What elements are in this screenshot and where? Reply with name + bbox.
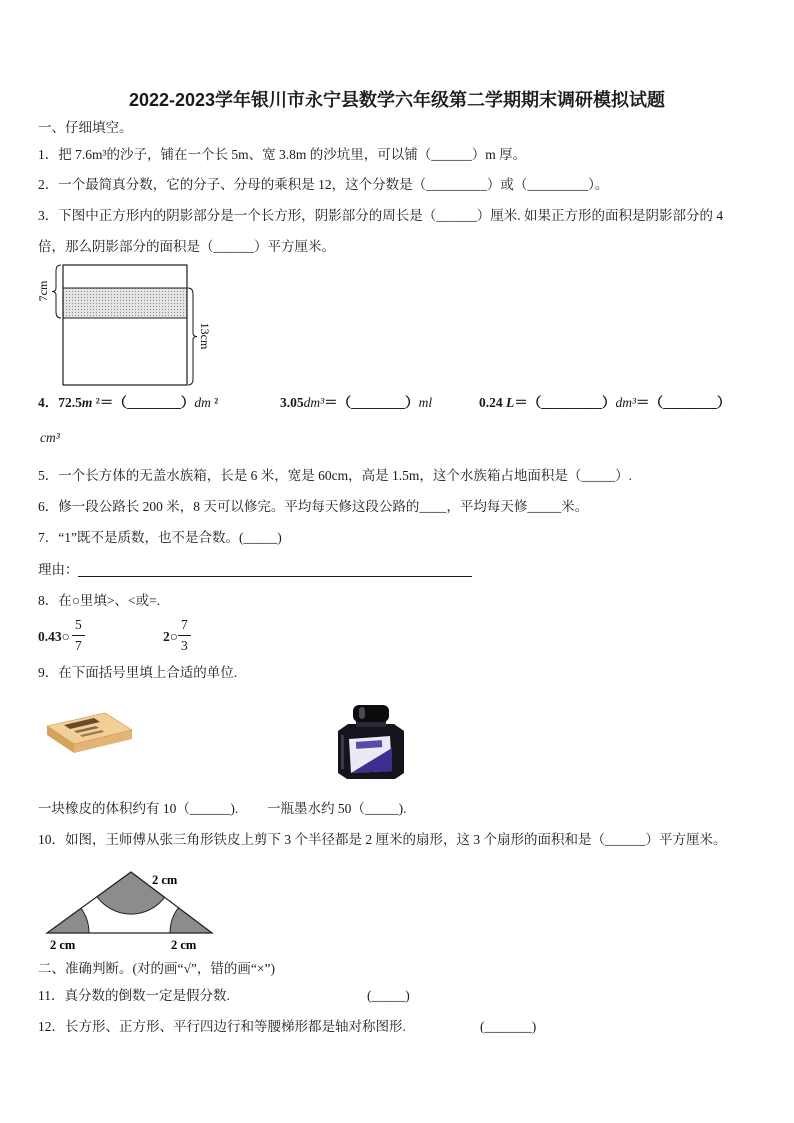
right-brace [188,288,197,385]
q4-text: ²＝（________） [92,395,195,410]
question-12: 12．长方形、正方形、平行四边行和等腰梯形都是轴对称图形. [38,1019,406,1034]
question-12-blank: (_______) [480,1019,537,1034]
question-10-figure [40,865,222,955]
reason-answer-line [78,576,472,577]
square-outline [63,265,187,385]
eraser-image [44,708,136,758]
ink-bottle-image [332,703,410,781]
q4-unit: m [81,395,93,410]
left-brace [52,265,61,318]
fraction-denominator: 7 [75,638,82,653]
question-9-answer-2: 一瓶墨水约 50（_____). [267,801,407,816]
q4-unit: dm [194,395,211,410]
question-9: 9．在下面括号里填上合适的单位. [38,665,238,680]
page-title: 2022-2023学年银川市永宁县数学六年级第二学期期末调研模拟试题 [128,90,666,110]
question-11: 11．真分数的倒数一定是假分数. [38,988,230,1003]
question-4-group-1 [38,394,218,412]
label-bottom-right-2cm: 2 cm [171,938,197,952]
fraction-bar [72,635,85,636]
fraction-bar [178,635,191,636]
reason-label: 理由： [38,562,79,577]
question-2: 2．一个最简真分数，它的分子、分母的乘积是 12，这个分数是（_________）或（_________）。 [38,177,609,192]
ink-bottle-cap [353,705,389,722]
question-8: 8．在○里填>、<或=. [38,593,161,608]
question-6: 6．修一段公路长 200 米，8 天可以修完。平均每天修这段公路的____，平均每天修_____米。 [38,499,589,514]
q4-unit: L [506,395,515,410]
question-4-line-2: cm³ [40,430,60,445]
sector-left [47,908,89,933]
q4-unit: ml [418,395,433,410]
label-top-2cm: 2 cm [152,873,178,887]
q8-fraction-2 [178,617,191,654]
q4-text: ＝（________） [324,395,419,410]
q4-text: ＝（_________） [514,395,616,410]
q8-item-1-left: 0.43○ [38,629,70,644]
fraction-numerator: 5 [75,617,82,632]
question-10: 10．如图，王师傅从张三角形铁皮上剪下 3 个半径都是 2 厘米的扇形，这 3 个扇形的面积和是（______）平方厘米。 [38,832,727,847]
question-7: 7．“1”既不是质数，也不是合数。(_____) [38,530,282,545]
q4-unit: dm³ [615,395,637,410]
q8-item-2-left: 2○ [163,629,178,644]
ink-bottle-highlight [341,735,344,769]
q4-text: ² [210,395,219,410]
q4-text: 4．72.5 [38,395,82,410]
shaded-rectangle [63,288,187,318]
label-7cm: 7cm [36,280,50,302]
question-3-figure [35,260,220,392]
ink-bottle-cap-highlight [359,707,365,719]
section-1-heading: 一、仔细填空。 [38,120,133,135]
q4-text: 3.05 [280,395,304,410]
question-1: 1．把 7.6m³的沙子，铺在一个长 5m、宽 3.8m 的沙坑里，可以铺（______）m 厚。 [38,147,527,162]
sector-right [170,908,212,933]
question-3-line-1: 3．下图中正方形内的阴影部分是一个长方形，阴影部分的周长是（______）厘米. 如果正方形的面积是阴影部分的 4 [38,208,724,223]
q4-text: ＝（________） [636,395,731,410]
section-2-heading: 二、准确判断。(对的画“√”，错的画“×”) [38,961,275,976]
question-5: 5．一个长方体的无盖水族箱，长是 6 米，宽是 60cm，高是 1.5m，这个水族箱占地面积是（_____）. [38,468,632,483]
q4-unit: dm³ [303,395,325,410]
question-3-line-2: 倍，那么阴影部分的面积是（______）平方厘米。 [38,239,335,254]
label-13cm: 13cm [198,322,212,350]
question-11-blank: (_____) [367,988,410,1003]
fraction-numerator: 7 [181,617,188,632]
label-bottom-left-2cm: 2 cm [50,938,76,952]
question-9-answer-1: 一块橡皮的体积约有 10（______). [38,801,239,816]
q8-fraction-1 [72,617,85,654]
question-4-group-2 [280,394,432,412]
q4-text: 0.24 [479,395,506,410]
fraction-denominator: 3 [181,638,188,653]
question-4-group-3 [479,394,731,412]
